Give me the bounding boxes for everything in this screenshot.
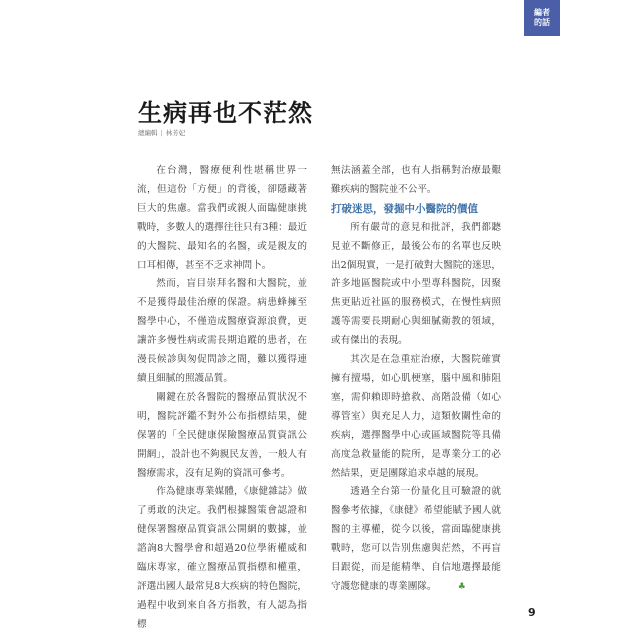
section-tab (524, 0, 560, 36)
article-title: 生病再也不茫然 (138, 99, 313, 127)
paragraph: 作為健康專業媒體，《康健雜誌》做了勇敢的決定。我們根據醫策會認證和健保署醫療品質資訊公開網的數據，並諮詢8大醫學會和超過20位學術權威和臨床專家，確立醫療品質指標和權重，評選出國人最常見8大疾病的特色醫院，過程中收到來自各方指教，有人認為指標 (137, 486, 307, 630)
paragraph-continuation: 無法涵蓋全部，也有人指稱對治療最艱難疾病的醫院並不公平。 (331, 165, 501, 195)
clover-icon: ♣ (457, 581, 466, 592)
section-tab-line2: 的話 (534, 18, 550, 27)
section-tab-line1: 編者 (534, 8, 550, 17)
paragraph-text: 透過全台第一份量化且可驗證的就醫參考依據，《康健》希望能賦予國人就醫的主導權，從今以後，當面臨健康挑戰時，您可以告別焦慮與茫然，不再盲目跟從，而是能精準、自信地選擇最能守護您健康的專業團隊。 (331, 486, 501, 592)
paragraph: 關鍵在於各醫院的醫療品質狀況不明，醫院評鑑不對外公布指標結果，健保署的「全民健康保險醫療品質資訊公開網」，設計也不夠親民友善，一般人有醫療需求，沒有足夠的資訊可參考。 (137, 391, 307, 479)
paragraph: 其次是在急重症治療，大醫院確實擁有擅場，如心肌梗塞，腦中風和肺阻塞，需仰賴即時搶救、高階設備（如心導管室）與充足人力，這類攸關性命的疾病，選擇醫學中心或區域醫院等具備高度急救量能的院所，是專業分工的必然結果，更是團隊追求卓越的展現。 (331, 354, 501, 479)
page-number: 9 (528, 606, 536, 619)
section-subheading: 打破迷思，發掘中小醫院的價值 (331, 202, 478, 215)
paragraph: 然而，盲目崇拜名醫和大醫院，並不是獲得最佳治療的保證。病患蜂擁至醫學中心，不僅造成醫療資源浪費，更讓許多慢性病或需長期追蹤的患者，在漫長候診與匆促問診之間，難以獲得連續且細膩的照護品質。 (137, 278, 307, 384)
paragraph: 在台灣，醫療便利性堪稱世界一流，但這份「方便」的背後，卻隱藏著巨大的焦慮。當我們或親人面臨健康挑戰時，多數人的選擇往往只有3種：最近的大醫院、最知名的名醫，或是親友的口耳相傳，甚至不乏求神問卜。 (137, 165, 307, 271)
byline-separator: | (160, 129, 163, 137)
byline-name: 林芳妃 (165, 129, 186, 137)
left-column (137, 162, 307, 635)
right-column (331, 162, 501, 597)
byline (138, 128, 185, 137)
paragraph (331, 483, 501, 596)
byline-role: 總編輯 (138, 129, 158, 137)
paragraph: 所有嚴苛的意見和批評，我們都聽見並不斷修正，最後公布的名單也反映出2個現實，一是打破對大醫院的迷思，許多地區醫院或中小型專科醫院，因聚焦更貼近社區的服務模式，在慢性病照護等需要長期耐心與細膩衛教的領域，或有傑出的表現。 (331, 221, 501, 347)
